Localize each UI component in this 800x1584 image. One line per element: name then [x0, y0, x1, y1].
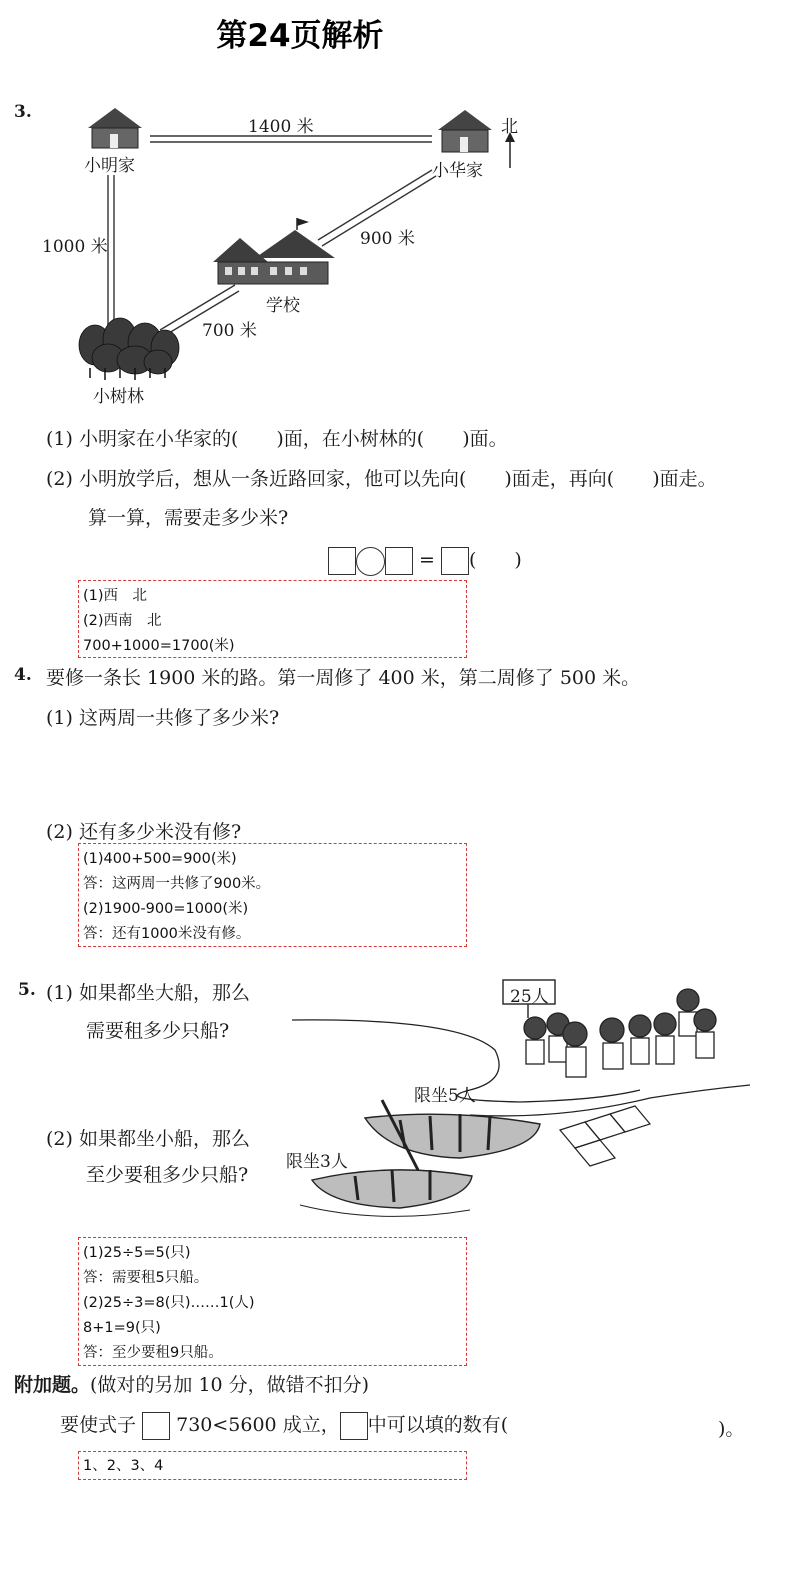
label-xiaoming-home: 小明家: [84, 156, 135, 176]
answer-line: 答：还有1000米没有修。: [83, 926, 251, 942]
bonus-note: (做对的另加 10 分，做错不扣分): [90, 1374, 370, 1396]
q3-number: 3.: [14, 102, 32, 122]
answer-box: [441, 547, 469, 575]
q4-answer-box: [78, 843, 467, 947]
answer-line: 1、2、3、4: [83, 1458, 164, 1474]
q5-number: 5.: [18, 980, 36, 1000]
answer-line: (1)西 北: [83, 588, 148, 604]
q3-sub1: (1) 小明家在小华家的( )面，在小树林的( )面。: [46, 428, 508, 450]
label-woods: 小树林: [93, 387, 144, 407]
q3-sub2: (2) 小明放学后，想从一条近路回家，他可以先向( )面走，再向( )面走。: [46, 468, 717, 490]
q5-sub2b: 至少要租多少只船?: [86, 1164, 249, 1186]
page-title: 第24页解析: [216, 18, 384, 54]
label-school: 学校: [266, 296, 300, 316]
answer-line: 700+1000=1700(米): [83, 638, 235, 654]
answer-box: [142, 1412, 170, 1440]
answer-line: (1)400+500=900(米): [83, 851, 237, 867]
q4-sub2: (2) 还有多少米没有修?: [46, 821, 242, 843]
q4-sub1: (1) 这两周一共修了多少米?: [46, 707, 280, 729]
answer-line: (1)25÷5=5(只): [83, 1245, 191, 1261]
answer-box: [385, 547, 413, 575]
q5-answer-box: [78, 1237, 467, 1366]
bonus-title: 附加题。: [14, 1374, 91, 1396]
answer-box: [328, 547, 356, 575]
answer-line: 答：至少要租9只船。: [83, 1345, 223, 1361]
answer-line: (2)1900-900=1000(米): [83, 901, 249, 917]
answer-line: 8+1=9(只): [83, 1320, 161, 1336]
q3-sub2b: 算一算，需要走多少米?: [88, 507, 289, 529]
sign-group-size: 25人: [510, 987, 549, 1007]
label-dist-700: 700 米: [202, 321, 257, 341]
label-xiaohua-home: 小华家: [432, 161, 483, 181]
answer-line: 答：这两周一共修了900米。: [83, 876, 271, 892]
bonus-text-a: 要使式子: [60, 1414, 137, 1436]
answer-line: (2)25÷3=8(只)……1(人): [83, 1295, 255, 1311]
operator-circle: [356, 547, 385, 576]
woods-icon: [79, 318, 179, 374]
label-dist-1000: 1000 米: [42, 237, 108, 257]
formula-equals: =: [419, 549, 435, 571]
big-boat-icon: [365, 1100, 540, 1170]
bonus-text-c: 中可以填的数有(: [367, 1414, 509, 1436]
q4-stem: 要修一条长 1900 米的路。第一周修了 400 米，第二周修了 500 米。: [46, 667, 641, 689]
q5-illustration: [280, 975, 760, 1225]
xiaohua-house-icon: [438, 110, 492, 152]
bonus-answer-box: [78, 1451, 467, 1480]
school-icon: [213, 218, 335, 284]
bonus-heading: [14, 1370, 369, 1397]
q5-sub2a: (2) 如果都坐小船，那么: [46, 1128, 250, 1150]
answer-box: [340, 1412, 368, 1440]
answer-line: (2)西南 北: [83, 613, 162, 629]
answer-line: 答：需要租5只船。: [83, 1270, 209, 1286]
small-boat-icon: [300, 1170, 472, 1217]
q5-sub1b: 需要租多少只船?: [86, 1020, 230, 1042]
xiaoming-house-icon: [88, 108, 142, 148]
label-small-boat: 限坐3人: [286, 1152, 348, 1172]
q5-sub1a: (1) 如果都坐大船，那么: [46, 982, 250, 1004]
q3-answer-box: [78, 580, 467, 658]
bonus-text-d: )。: [718, 1418, 745, 1440]
label-north: 北: [501, 117, 518, 137]
bonus-text-b: 730<5600 成立，: [176, 1414, 340, 1436]
bonus-question: [60, 1410, 508, 1440]
q4-number: 4.: [14, 665, 32, 685]
label-dist-900: 900 米: [360, 229, 415, 249]
label-big-boat: 限坐5人: [414, 1086, 476, 1106]
q3-formula: [328, 545, 522, 576]
label-dist-1400: 1400 米: [248, 117, 314, 137]
formula-unit: ( ): [469, 549, 522, 571]
north-arrow-icon: [505, 132, 515, 168]
